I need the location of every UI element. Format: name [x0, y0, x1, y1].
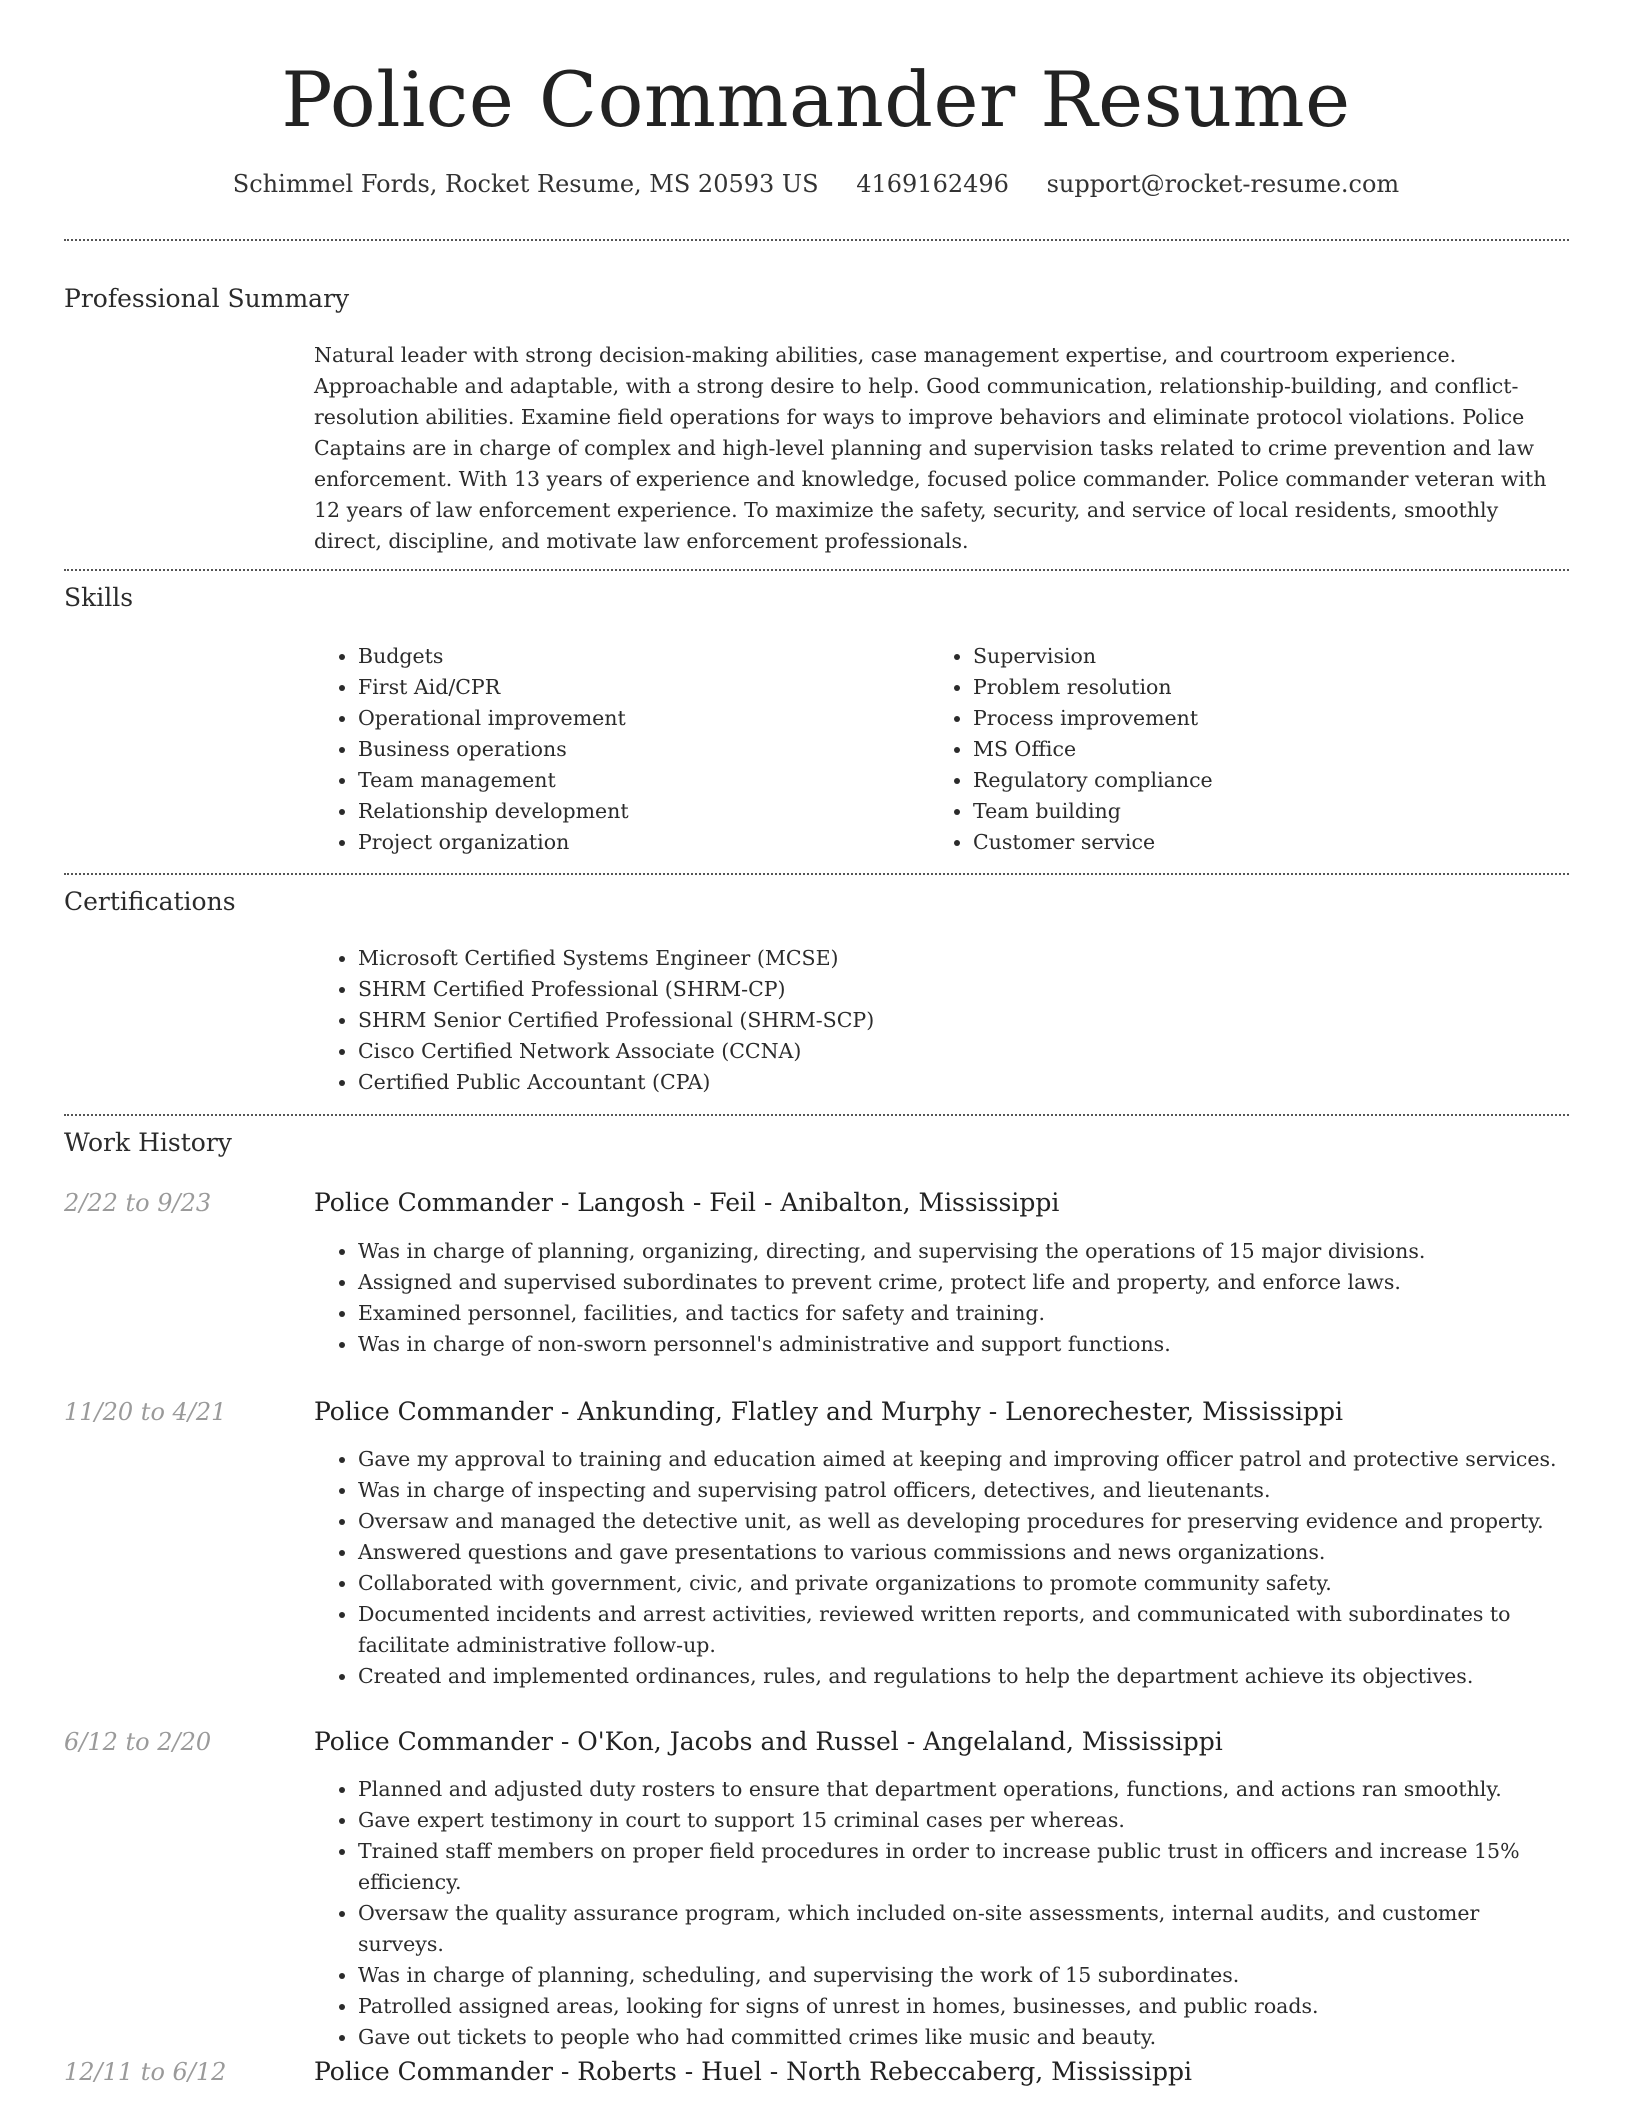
list-item: • Planned and adjusted duty rosters to ensure that department operations, functions, and actions ran smoothly.	[358, 1774, 1569, 1805]
list-item: • Was in charge of inspecting and supervising patrol officers, detectives, and lieutenants.	[358, 1475, 1569, 1506]
list-item: • Was in charge of non-sworn personnel's administrative and support functions.	[358, 1329, 1569, 1360]
contact-email[interactable]: support@rocket-resume.com	[1046, 170, 1400, 198]
job-title: Police Commander - Roberts - Huel - North Rebeccaberg, Mississippi	[314, 2057, 1193, 2086]
divider	[64, 569, 1569, 571]
list-item: • Gave out tickets to people who had committed crimes like music and beauty.	[358, 2022, 1569, 2053]
list-item: • Was in charge of planning, organizing, directing, and supervising the operations of 15 major divisions.	[358, 1236, 1569, 1267]
list-item: • Examined personnel, facilities, and tactics for safety and training.	[358, 1298, 1569, 1329]
list-item: • Team building	[973, 796, 1569, 827]
job-dates: 2/22 to 9/23	[64, 1189, 212, 1217]
list-item: • Project organization	[358, 827, 914, 858]
job-title: Police Commander - Langosh - Feil - Anibalton, Mississippi	[314, 1188, 1060, 1217]
list-item: • Gave my approval to training and education aimed at keeping and improving officer patrol and protective services.	[358, 1444, 1569, 1475]
list-item: • Supervision	[973, 641, 1569, 672]
list-item: • Operational improvement	[358, 703, 914, 734]
section-title-summary: Professional Summary	[64, 284, 350, 313]
list-item: • Oversaw the quality assurance program, which included on-site assessments, internal audits, and customer surveys.	[358, 1898, 1569, 1960]
section-title-certifications: Certifications	[64, 887, 236, 916]
list-item: • Collaborated with government, civic, and private organizations to promote community safety.	[358, 1568, 1569, 1599]
job-title: Police Commander - O'Kon, Jacobs and Russel - Angelaland, Mississippi	[314, 1727, 1223, 1756]
contact-line	[0, 168, 1632, 200]
list-item: • Documented incidents and arrest activities, reviewed written reports, and communicated with subordinates to facilitate administrative follow-up.	[358, 1599, 1569, 1661]
list-item: • First Aid/CPR	[358, 672, 914, 703]
list-item: • Created and implemented ordinances, rules, and regulations to help the department achieve its objectives.	[358, 1661, 1569, 1692]
list-item: • Oversaw and managed the detective unit, as well as developing procedures for preserving evidence and property.	[358, 1506, 1569, 1537]
list-item: • MS Office	[973, 734, 1569, 765]
list-item: • Trained staff members on proper field procedures in order to increase public trust in officers and increase 15% efficiency.	[358, 1836, 1569, 1898]
list-item: • Business operations	[358, 734, 914, 765]
list-item: • Was in charge of planning, scheduling, and supervising the work of 15 subordinates.	[358, 1960, 1569, 1991]
contact-phone: 4169162496	[856, 170, 1009, 198]
certifications-list	[314, 943, 1569, 1098]
list-item: • Gave expert testimony in court to support 15 criminal cases per whereas.	[358, 1805, 1569, 1836]
list-item: • Microsoft Certified Systems Engineer (MCSE)	[358, 943, 1569, 974]
contact-address: Schimmel Fords, Rocket Resume, MS 20593 US	[232, 170, 819, 198]
section-title-skills: Skills	[64, 583, 134, 612]
job-bullets	[314, 1236, 1569, 1360]
summary-text: Natural leader with strong decision-making abilities, case management expertise, and courtroom experience. Approachable and adaptable, with a strong desire to help. Good communication, relationship-building, and conflict-resolution abilities. Examine field operations for ways to improve behaviors and eliminate protocol violations. Police Captains are in charge of complex and high-level planning and supervision tasks related to crime prevention and law enforcement. With 13 years of experience and knowledge, focused police commander. Police commander veteran with 12 years of law enforcement experience. To maximize the safety, security, and service of local residents, smoothly direct, discipline, and motivate law enforcement professionals.	[314, 343, 1547, 553]
skills-column-right	[929, 641, 1569, 858]
job-dates: 6/12 to 2/20	[64, 1728, 212, 1756]
divider	[64, 239, 1569, 241]
job-bullets	[314, 1774, 1569, 2053]
job-dates: 12/11 to 6/12	[64, 2058, 227, 2086]
divider	[64, 1114, 1569, 1116]
divider	[64, 873, 1569, 875]
list-item: • Team management	[358, 765, 914, 796]
list-item: • Customer service	[973, 827, 1569, 858]
list-item: • Budgets	[358, 641, 914, 672]
list-item: • Answered questions and gave presentations to various commissions and news organizations.	[358, 1537, 1569, 1568]
section-title-work-history: Work History	[64, 1128, 232, 1157]
job-bullets	[314, 1444, 1569, 1692]
job-dates: 11/20 to 4/21	[64, 1398, 227, 1426]
list-item: • SHRM Certified Professional (SHRM-CP)	[358, 974, 1569, 1005]
list-item: • Patrolled assigned areas, looking for signs of unrest in homes, businesses, and public roads.	[358, 1991, 1569, 2022]
list-item: • Process improvement	[973, 703, 1569, 734]
list-item: • Relationship development	[358, 796, 914, 827]
job-title: Police Commander - Ankunding, Flatley and Murphy - Lenorechester, Mississippi	[314, 1397, 1343, 1426]
resume-title: Police Commander Resume	[281, 55, 1351, 144]
skills-column-left	[314, 641, 914, 858]
list-item: • Assigned and supervised subordinates to prevent crime, protect life and property, and enforce laws.	[358, 1267, 1569, 1298]
list-item: • Regulatory compliance	[973, 765, 1569, 796]
list-item: • SHRM Senior Certified Professional (SHRM-SCP)	[358, 1005, 1569, 1036]
list-item: • Cisco Certified Network Associate (CCNA)	[358, 1036, 1569, 1067]
list-item: • Problem resolution	[973, 672, 1569, 703]
list-item: • Certified Public Accountant (CPA)	[358, 1067, 1569, 1098]
